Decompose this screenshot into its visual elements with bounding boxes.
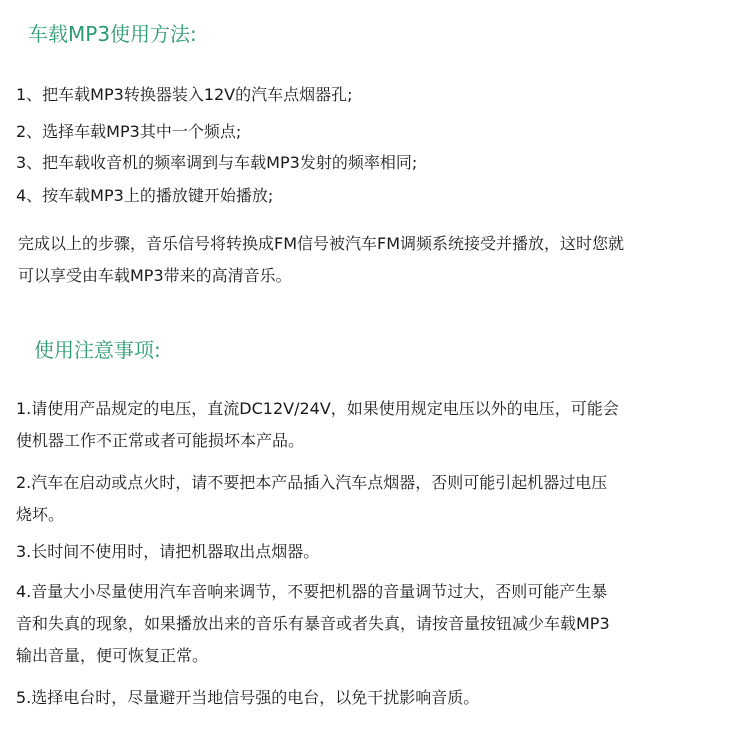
usage-step: 4、按车载MP3上的播放键开始播放; — [16, 186, 274, 205]
usage-summary-line: 可以享受由车载MP3带来的高清音乐。 — [18, 266, 292, 285]
note-item — [16, 467, 607, 531]
note-item — [16, 576, 610, 672]
usage-step: 2、选择车载MP3其中一个频点; — [16, 122, 242, 141]
note-line: 烧坏。 — [16, 505, 65, 524]
note-item — [16, 393, 619, 457]
usage-summary-line: 完成以上的步骤，音乐信号将转换成FM信号被汽车FM调频系统接受并播放，这时您就 — [18, 234, 625, 253]
note-line: 音和失真的现象，如果播放出来的音乐有暴音或者失真，请按音量按钮减少车载MP3 — [16, 614, 610, 633]
note-item — [16, 682, 479, 714]
note-line: 2.汽车在启动或点火时，请不要把本产品插入汽车点烟器，否则可能引起机器过电压 — [16, 473, 608, 492]
usage-step: 1、把车载MP3转换器装入12V的汽车点烟器孔; — [16, 85, 353, 104]
note-line: 5.选择电台时，尽量避开当地信号强的电台，以免干扰影响音质。 — [16, 688, 480, 707]
usage-summary — [18, 228, 624, 292]
usage-title: 车载MP3使用方法: — [28, 22, 197, 46]
usage-step: 3、把车载收音机的频率调到与车载MP3发射的频率相同; — [16, 153, 418, 172]
note-line: 输出音量，便可恢复正常。 — [16, 646, 209, 665]
note-line: 使机器工作不正常或者可能损坏本产品。 — [16, 431, 305, 450]
note-line: 4.音量大小尽量使用汽车音响来调节，不要把机器的音量调节过大，否则可能产生暴 — [16, 582, 608, 601]
note-line: 1.请使用产品规定的电压，直流DC12V/24V，如果使用规定电压以外的电压，可能会 — [16, 399, 619, 418]
note-item — [16, 536, 319, 568]
note-line: 3.长时间不使用时，请把机器取出点烟器。 — [16, 542, 320, 561]
notes-title: 使用注意事项: — [34, 338, 161, 362]
